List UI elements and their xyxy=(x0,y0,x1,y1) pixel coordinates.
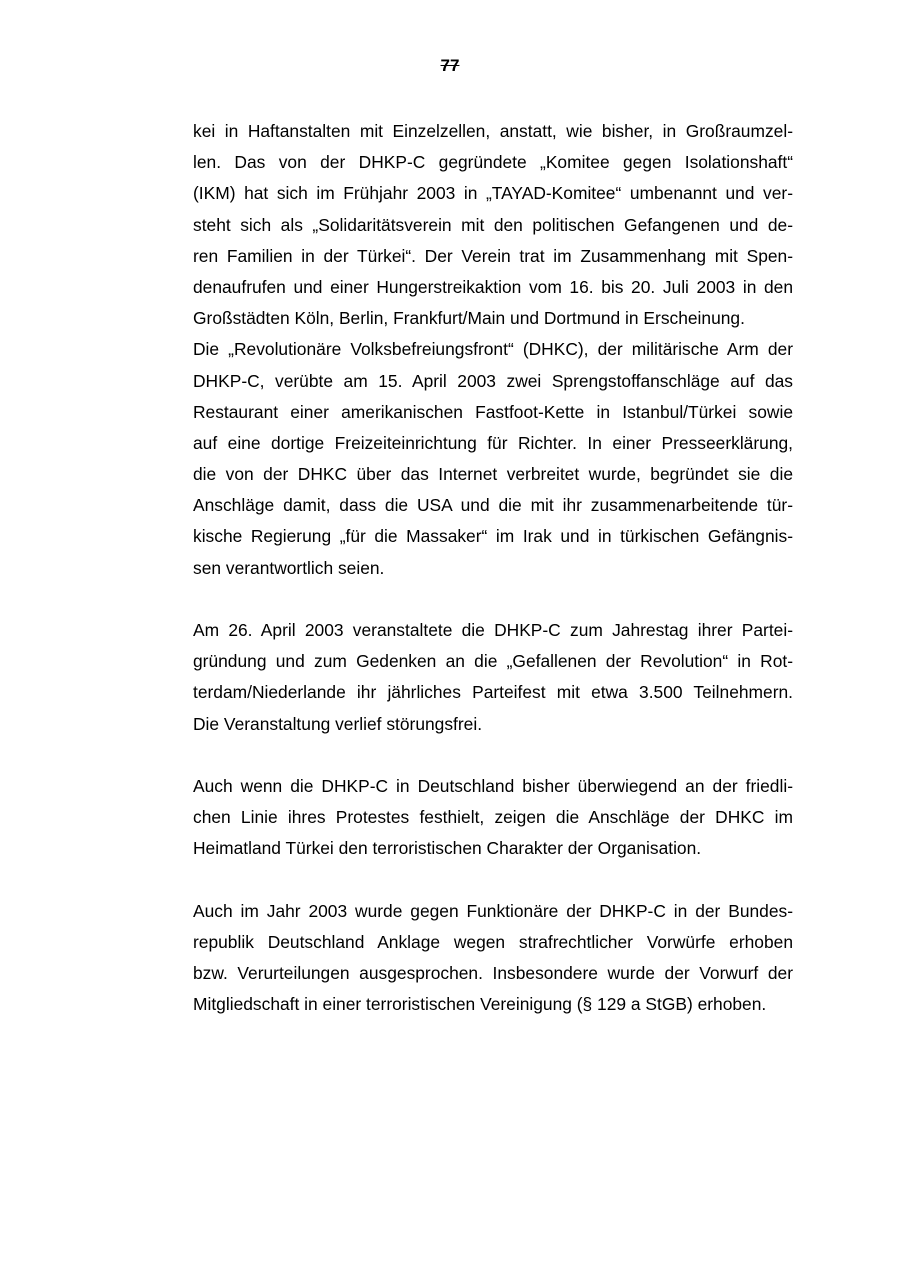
text-line: Auch im Jahr 2003 wurde gegen Funktionäre der DHKP-C in der Bundes- xyxy=(193,900,793,921)
page-number: 77 xyxy=(440,56,460,75)
text-line: Am 26. April 2003 veranstaltete die DHKP-C zum Jahrestag ihrer Partei- xyxy=(193,620,793,640)
text-line: die von der DHKC über das Internet verbreitet wurde, begründet sie die xyxy=(193,464,793,485)
text-line: kei in Haftanstalten mit Einzelzellen, anstatt, wie bisher, in Großraumzel- xyxy=(193,121,793,141)
paragraph-spacer xyxy=(193,584,793,615)
text-line: Restaurant einer amerikanischen Fastfoot-Kette in Istanbul/Türkei sowie xyxy=(193,401,793,422)
paragraph-charakter xyxy=(193,771,793,865)
text-line: ren Familien in der Türkei“. Der Verein trat im Zusammenhang mit Spen- xyxy=(193,245,793,266)
text-line: Die „Revolutionäre Volksbefreiungsfront“ (DHKC), der militärische Arm der xyxy=(193,339,793,360)
text-line: sen verantwortlich seien. xyxy=(193,557,385,578)
text-line: terdam/Niederlande ihr jährliches Parteifest mit etwa 3.500 Teilnehmern. xyxy=(193,682,793,703)
text-line: chen Linie ihres Protestes festhielt, zeigen die Anschläge der DHKC im xyxy=(193,807,793,828)
text-line: Heimatland Türkei den terroristischen Charakter der Organisation. xyxy=(193,838,702,859)
text-line: len. Das von der DHKP-C gegründete „Komitee gegen Isolationshaft“ xyxy=(193,152,793,173)
text-line: gründung und zum Gedenken an die „Gefallenen der Revolution“ in Rot- xyxy=(193,651,793,672)
text-line: steht sich als „Solidaritätsverein mit den politischen Gefangenen und de- xyxy=(193,214,793,235)
text-line: Großstädten Köln, Berlin, Frankfurt/Main und Dortmund in Erscheinung. xyxy=(193,308,745,329)
text-line: Anschläge damit, dass die USA und die mit ihr zusammenarbeitende tür- xyxy=(193,495,793,516)
text-line: denaufrufen und einer Hungerstreikaktion vom 16. bis 20. Juli 2003 in den xyxy=(193,276,793,297)
text-line: bzw. Verurteilungen ausgesprochen. Insbesondere wurde der Vorwurf der xyxy=(193,963,793,984)
text-line: Die Veranstaltung verlief störungsfrei. xyxy=(193,713,483,734)
text-line: kische Regierung „für die Massaker“ im Irak und in türkischen Gefängnis- xyxy=(193,526,793,547)
text-line: (IKM) hat sich im Frühjahr 2003 in „TAYAD-Komitee“ umbenannt und ver- xyxy=(193,183,793,204)
text-line: DHKP-C, verübte am 15. April 2003 zwei Sprengstoffanschläge auf das xyxy=(193,370,793,391)
paragraph-tayad-komitee xyxy=(193,116,793,334)
text-line: Auch wenn die DHKP-C in Deutschland bisher überwiegend an der friedli- xyxy=(193,775,793,796)
text-line: republik Deutschland Anklage wegen strafrechtlicher Vorwürfe erhoben xyxy=(193,931,793,952)
paragraph-dhkc-anschlaege xyxy=(193,334,793,584)
document-body xyxy=(193,116,793,1020)
paragraph-parteifest xyxy=(193,615,793,740)
paragraph-anklage xyxy=(193,896,793,1021)
text-line: Mitgliedschaft in einer terroristischen Vereinigung (§ 129 a StGB) erhoben. xyxy=(193,994,767,1015)
text-line: auf eine dortige Freizeiteinrichtung für Richter. In einer Presseerklärung, xyxy=(193,432,793,453)
paragraph-spacer xyxy=(193,740,793,771)
paragraph-spacer xyxy=(193,865,793,896)
